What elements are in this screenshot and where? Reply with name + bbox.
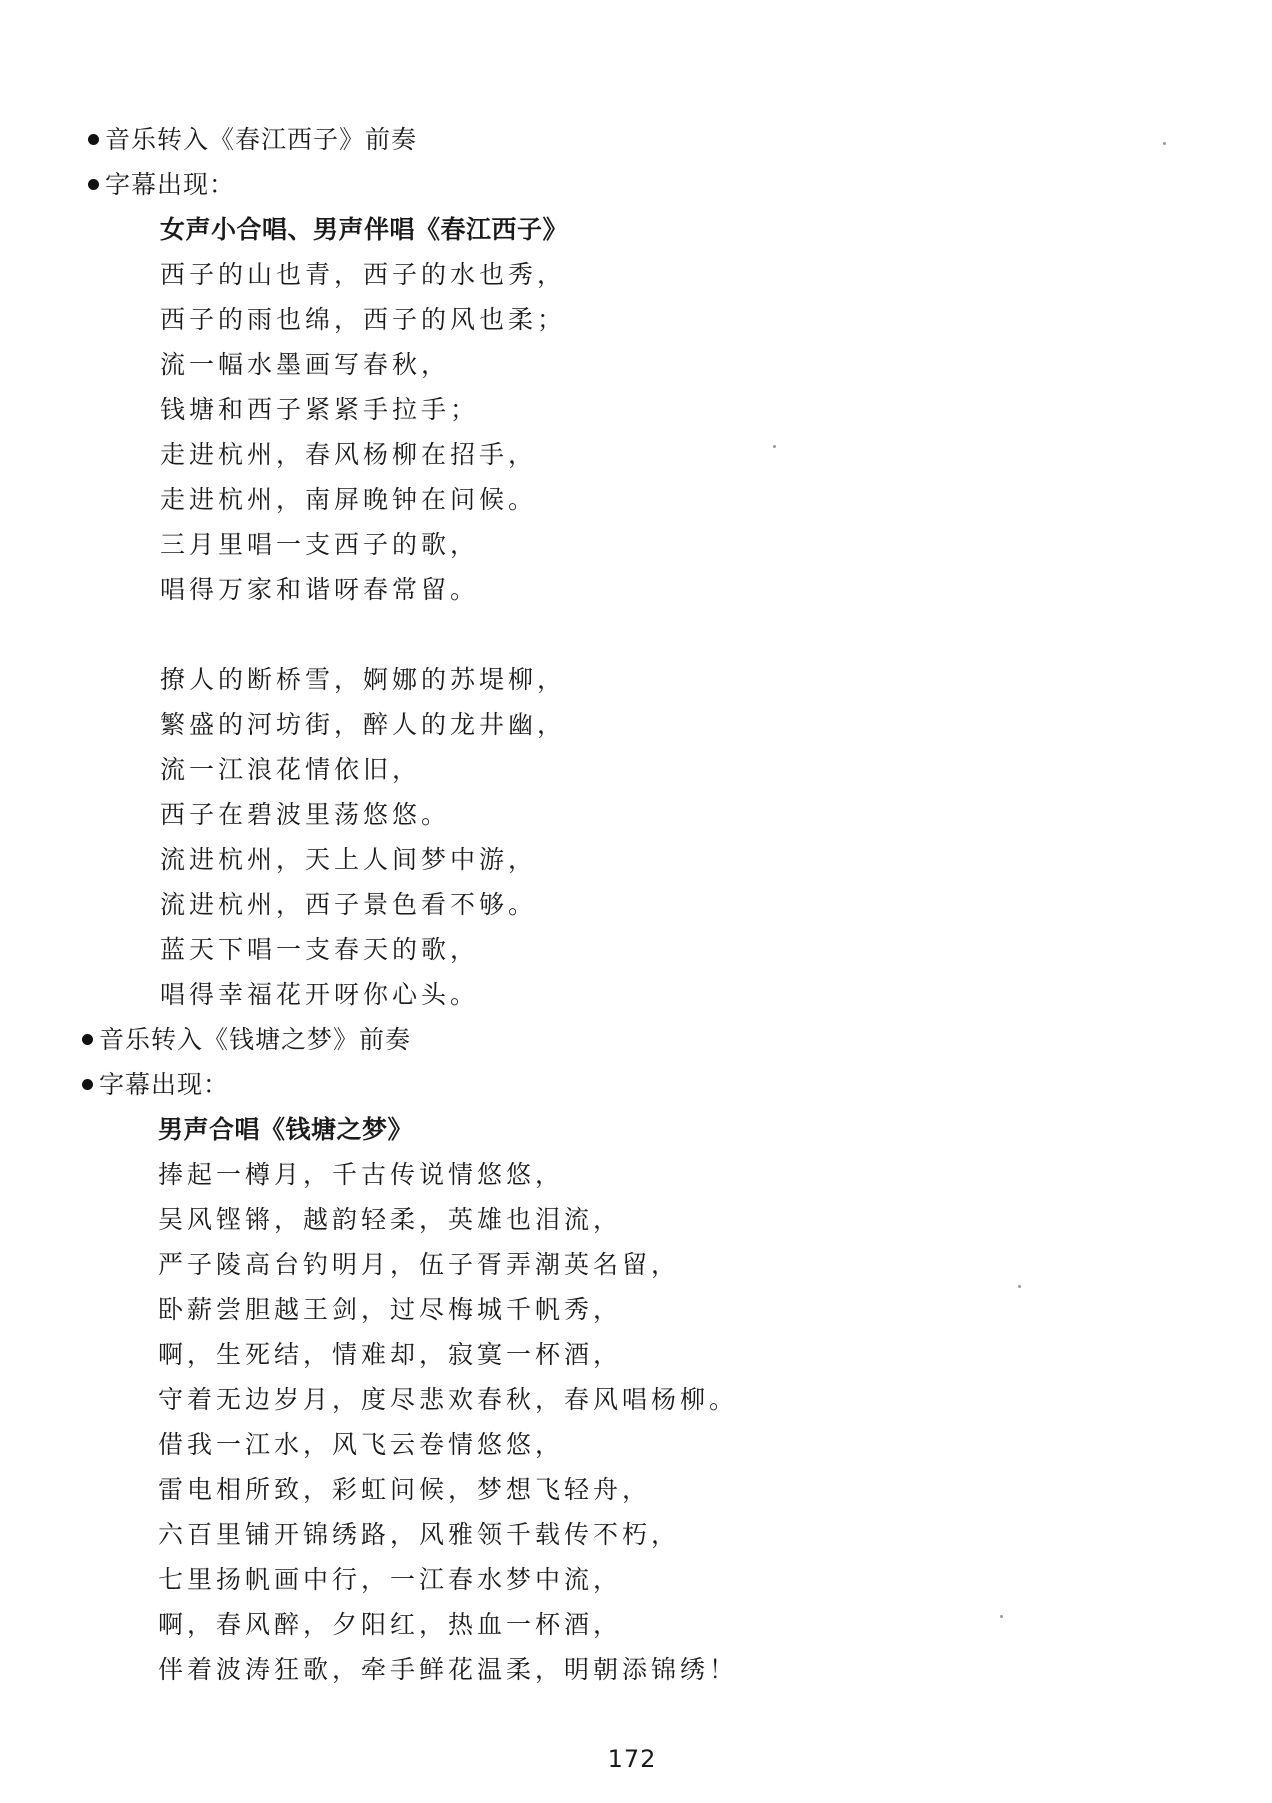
bullet-item [0, 1017, 1272, 1062]
lyric-line: 西子的山也青，西子的水也秀， [160, 260, 567, 289]
bullet-icon [88, 134, 99, 145]
lyric-line: 走进杭州，南屏晚钟在问候。 [160, 485, 538, 514]
lyric-line: 流一幅水墨画写春秋， [160, 350, 451, 379]
bullet-text: 音乐转入《钱塘之梦》前奏 [99, 1025, 412, 1054]
lyric-line: 啊，生死结，情难却，寂寞一杯酒， [158, 1340, 623, 1369]
verse-1 [0, 252, 1272, 612]
lyric-line: 七里扬帆画中行，一江春水梦中流， [158, 1565, 623, 1594]
bullet-text: 音乐转入《春江西子》前奏 [105, 125, 418, 154]
page-number: 172 [607, 1745, 657, 1773]
lyric-line: 吴风铿锵，越韵轻柔，英雄也泪流， [158, 1205, 623, 1234]
bullet-item [0, 1062, 1272, 1107]
bullet-item [0, 162, 1272, 207]
bullet-icon [82, 1034, 93, 1045]
scan-speck [1000, 1615, 1003, 1618]
lyric-line: 六百里铺开锦绣路，风雅领千载传不朽， [158, 1520, 681, 1549]
lyric-line: 繁盛的河坊街，醉人的龙井幽， [160, 710, 567, 739]
lyric-line: 捧起一樽月，千古传说情悠悠， [158, 1160, 565, 1189]
lyric-line: 西子的雨也绵，西子的风也柔； [160, 305, 567, 334]
lyric-line: 三月里唱一支西子的歌， [160, 530, 480, 559]
song-title: 男声合唱《钱塘之梦》 [158, 1115, 414, 1144]
lyric-line: 流进杭州，天上人间梦中游， [160, 845, 538, 874]
song-title: 女声小合唱、男声伴唱《春江西子》 [160, 215, 569, 244]
lyric-line: 伴着波涛狂歌，牵手鲜花温柔，明朝添锦绣！ [158, 1655, 739, 1684]
section-chunjiang-xizi [0, 117, 1272, 1017]
bullet-icon [88, 179, 99, 190]
verse-2 [0, 657, 1272, 1017]
bullet-text: 字幕出现： [99, 1070, 230, 1099]
bullet-text: 字幕出现： [105, 170, 236, 199]
lyric-line: 啊，春风醉，夕阳红，热血一杯酒， [158, 1610, 623, 1639]
lyric-line: 流进杭州，西子景色看不够。 [160, 890, 538, 919]
scan-speck [773, 445, 776, 448]
lyric-line: 唱得幸福花开呀你心头。 [160, 980, 480, 1009]
lyric-line: 蓝天下唱一支春天的歌， [160, 935, 480, 964]
lyric-line: 借我一江水，风飞云卷情悠悠， [158, 1430, 565, 1459]
lyric-line: 严子陵高台钓明月，伍子胥弄潮英名留， [158, 1250, 681, 1279]
lyric-line: 西子在碧波里荡悠悠。 [160, 800, 451, 829]
stanza-gap [0, 612, 1272, 657]
bullet-item [0, 117, 1272, 162]
lyric-line: 卧薪尝胆越王剑，过尽梅城千帆秀， [158, 1295, 623, 1324]
lyric-line: 走进杭州，春风杨柳在招手， [160, 440, 538, 469]
lyric-line: 守着无边岁月，度尽悲欢春秋，春风唱杨柳。 [158, 1385, 739, 1414]
lyric-line: 钱塘和西子紧紧手拉手； [160, 395, 480, 424]
section-qiantang-zhimeng [0, 1017, 1272, 1692]
bullet-icon [82, 1079, 93, 1090]
lyrics-block [0, 1152, 1272, 1692]
lyric-line: 流一江浪花情依旧， [160, 755, 422, 784]
lyric-line: 雷电相所致，彩虹问候，梦想飞轻舟， [158, 1475, 652, 1504]
lyric-line: 唱得万家和谐呀春常留。 [160, 575, 480, 604]
scan-speck [1018, 1285, 1021, 1288]
lyric-line: 撩人的断桥雪，婀娜的苏堤柳， [160, 665, 567, 694]
scan-speck [1163, 142, 1166, 145]
